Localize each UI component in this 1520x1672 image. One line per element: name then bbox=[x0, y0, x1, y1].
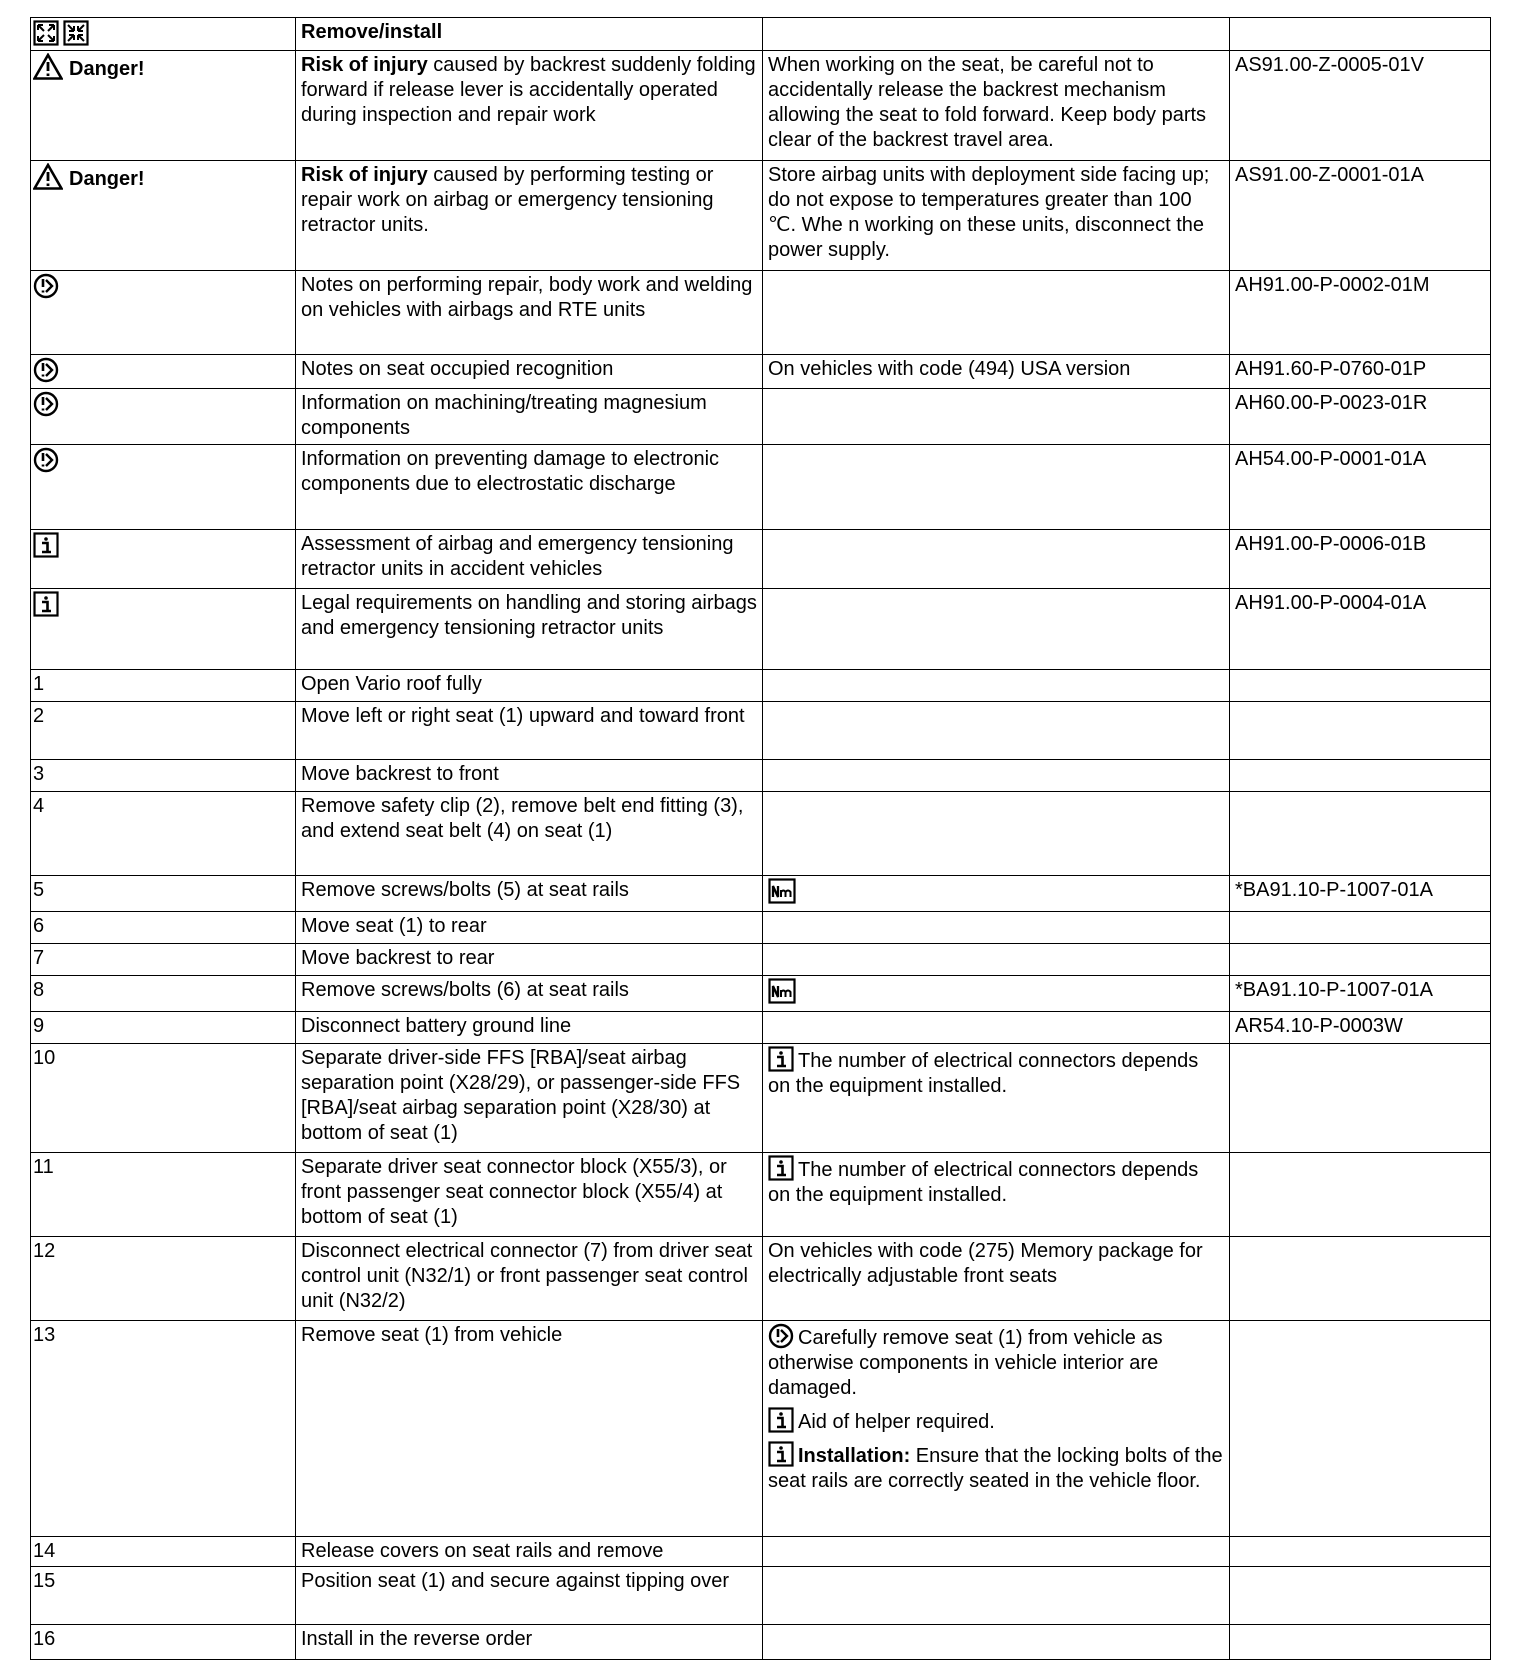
warning-measure-cell bbox=[763, 161, 1230, 271]
step-notes-cell bbox=[763, 1237, 1230, 1321]
step-number-cell bbox=[31, 1625, 296, 1660]
step-number: 9 bbox=[33, 1015, 45, 1037]
reference-cell bbox=[1230, 792, 1491, 876]
table-row bbox=[31, 876, 1491, 912]
note-icon-cell bbox=[31, 389, 296, 445]
step-note bbox=[768, 1046, 1224, 1099]
caution-icon bbox=[768, 1323, 794, 1349]
step-instruction: Remove seat (1) from vehicle bbox=[301, 1324, 563, 1346]
info-icon bbox=[768, 1046, 794, 1072]
step-number: 1 bbox=[33, 673, 45, 695]
step-note-text: The number of electrical connectors depends on the equipment installed. bbox=[768, 1159, 1199, 1206]
step-note-text: On vehicles with code (275) Memory package for electrically adjustable front seats bbox=[768, 1240, 1203, 1287]
step-number: 11 bbox=[33, 1156, 54, 1178]
reference-cell bbox=[1230, 876, 1491, 912]
step-number: 16 bbox=[33, 1628, 56, 1650]
step-number: 2 bbox=[33, 705, 45, 727]
warning-risk-cell bbox=[296, 161, 763, 271]
note-text-cell bbox=[296, 589, 763, 670]
reference-cell bbox=[1230, 161, 1491, 271]
step-instruction: Disconnect electrical connector (7) from driver seat control unit (N32/1) or front passenger seat control unit (N32/2) bbox=[301, 1240, 753, 1312]
table-row bbox=[31, 912, 1491, 944]
document-reference: AS91.00-Z-0001-01A bbox=[1235, 164, 1425, 186]
warning-label-cell bbox=[31, 161, 296, 271]
reference-cell bbox=[1230, 670, 1491, 702]
reference-cell bbox=[1230, 1567, 1491, 1625]
header-icons-cell bbox=[31, 18, 296, 51]
note-extra-cell bbox=[763, 530, 1230, 589]
step-instruction: Move backrest to front bbox=[301, 763, 499, 785]
table-row bbox=[31, 271, 1491, 355]
step-notes-cell bbox=[763, 912, 1230, 944]
note-text-cell bbox=[296, 271, 763, 355]
document-reference: AH91.00-P-0002-01M bbox=[1235, 274, 1430, 296]
document-reference: AH91.00-P-0004-01A bbox=[1235, 592, 1427, 614]
table-row bbox=[31, 944, 1491, 976]
reference-cell bbox=[1230, 51, 1491, 161]
step-number-cell bbox=[31, 1537, 296, 1567]
step-number: 6 bbox=[33, 915, 45, 937]
header-empty-cell bbox=[763, 18, 1230, 51]
note-text: Notes on performing repair, body work and welding on vehicles with airbags and RTE units bbox=[301, 274, 753, 321]
step-number-cell bbox=[31, 1237, 296, 1321]
caution-icon bbox=[33, 391, 59, 417]
step-number-cell bbox=[31, 876, 296, 912]
reference-cell bbox=[1230, 271, 1491, 355]
step-note bbox=[768, 1323, 1224, 1401]
reference-cell bbox=[1230, 1537, 1491, 1567]
table-row bbox=[31, 355, 1491, 389]
step-number: 5 bbox=[33, 879, 45, 901]
note-extra-cell bbox=[763, 271, 1230, 355]
step-note bbox=[768, 1155, 1224, 1208]
step-notes-cell bbox=[763, 760, 1230, 792]
step-instruction: Move backrest to rear bbox=[301, 947, 495, 969]
step-instruction: Position seat (1) and secure against tipping over bbox=[301, 1570, 730, 1592]
step-number: 12 bbox=[33, 1240, 56, 1262]
remove-install-icon-a bbox=[33, 20, 59, 46]
reference-cell bbox=[1230, 976, 1491, 1012]
table-row bbox=[31, 161, 1491, 271]
risk-of-injury-label: Risk of injury bbox=[301, 54, 428, 76]
step-note-text: Ensure that the locking bolts of the seat rails are correctly seated in the vehicle floor. bbox=[768, 1445, 1223, 1492]
step-instruction: Move seat (1) to rear bbox=[301, 915, 487, 937]
step-text-cell bbox=[296, 1321, 763, 1537]
header-title: Remove/install bbox=[301, 21, 443, 43]
step-number-cell bbox=[31, 792, 296, 876]
warning-measure-text: Store airbag units with deployment side facing up; do not expose to temperatures greater than 100 ℃. Whe n working on these units, disconnect the power supply. bbox=[768, 164, 1210, 261]
document-reference: AH54.00-P-0001-01A bbox=[1235, 448, 1427, 470]
document-reference: AH60.00-P-0023-01R bbox=[1235, 392, 1428, 414]
step-number: 7 bbox=[33, 947, 45, 969]
warning-triangle-icon bbox=[33, 53, 63, 80]
reference-cell bbox=[1230, 760, 1491, 792]
step-text-cell bbox=[296, 1153, 763, 1237]
table-row bbox=[31, 1625, 1491, 1660]
reference-cell bbox=[1230, 944, 1491, 976]
document-reference: AS91.00-Z-0005-01V bbox=[1235, 54, 1425, 76]
step-number-cell bbox=[31, 702, 296, 760]
document-reference: *BA91.10-P-1007-01A bbox=[1235, 879, 1433, 901]
step-text-cell bbox=[296, 670, 763, 702]
table-row bbox=[31, 702, 1491, 760]
step-number-cell bbox=[31, 1153, 296, 1237]
step-notes-cell bbox=[763, 1012, 1230, 1044]
step-number-cell bbox=[31, 1567, 296, 1625]
step-number-cell bbox=[31, 1012, 296, 1044]
step-instruction: Open Vario roof fully bbox=[301, 673, 482, 695]
risk-of-injury-label: Risk of injury bbox=[301, 164, 428, 186]
document-reference: AH91.60-P-0760-01P bbox=[1235, 358, 1427, 380]
step-instruction: Remove screws/bolts (5) at seat rails bbox=[301, 879, 629, 901]
procedure-table-body bbox=[31, 18, 1491, 1660]
note-icon-cell bbox=[31, 355, 296, 389]
step-note-text: Carefully remove seat (1) from vehicle as otherwise components in vehicle interior are damaged. bbox=[768, 1327, 1163, 1399]
step-note-text: The number of electrical connectors depends on the equipment installed. bbox=[768, 1050, 1199, 1097]
reference-cell bbox=[1230, 1153, 1491, 1237]
header-title-cell bbox=[296, 18, 763, 51]
step-notes-cell bbox=[763, 702, 1230, 760]
step-number: 14 bbox=[33, 1540, 56, 1562]
table-row bbox=[31, 1044, 1491, 1153]
note-text: Information on preventing damage to electronic components due to electrostatic discharge bbox=[301, 448, 720, 495]
table-row bbox=[31, 445, 1491, 530]
note-text: Assessment of airbag and emergency tensioning retractor units in accident vehicles bbox=[301, 533, 734, 580]
reference-cell bbox=[1230, 589, 1491, 670]
info-icon bbox=[768, 1441, 794, 1467]
note-text-cell bbox=[296, 389, 763, 445]
note-text-cell bbox=[296, 355, 763, 389]
warning-triangle-icon bbox=[33, 163, 63, 190]
step-instruction: Disconnect battery ground line bbox=[301, 1015, 572, 1037]
step-instruction: Remove screws/bolts (6) at seat rails bbox=[301, 979, 629, 1001]
warning-measure-text: When working on the seat, be careful not to accidentally release the backrest mechanism allowing the seat to fold forward. Keep body parts clear of the backrest travel area. bbox=[768, 54, 1207, 151]
danger-label: Danger! bbox=[69, 58, 145, 80]
table-row bbox=[31, 1567, 1491, 1625]
step-note-text: Aid of helper required. bbox=[798, 1411, 995, 1433]
table-row bbox=[31, 589, 1491, 670]
step-number: 3 bbox=[33, 763, 45, 785]
note-condition-text: On vehicles with code (494) USA version bbox=[768, 358, 1131, 380]
step-notes-cell bbox=[763, 1537, 1230, 1567]
step-text-cell bbox=[296, 1625, 763, 1660]
step-text-cell bbox=[296, 876, 763, 912]
table-row bbox=[31, 530, 1491, 589]
table-row bbox=[31, 51, 1491, 161]
warning-risk-cell bbox=[296, 51, 763, 161]
step-number: 15 bbox=[33, 1570, 56, 1592]
step-instruction: Separate driver seat connector block (X55/3), or front passenger seat connector block (X55/4) at bottom of seat (1) bbox=[301, 1156, 727, 1228]
step-text-cell bbox=[296, 1044, 763, 1153]
step-notes-cell bbox=[763, 876, 1230, 912]
caution-icon bbox=[33, 273, 59, 299]
step-note bbox=[768, 1407, 1224, 1435]
step-number: 10 bbox=[33, 1047, 56, 1069]
step-text-cell bbox=[296, 976, 763, 1012]
reference-cell bbox=[1230, 1044, 1491, 1153]
note-icon-cell bbox=[31, 589, 296, 670]
step-text-cell bbox=[296, 944, 763, 976]
reference-cell bbox=[1230, 702, 1491, 760]
remove-install-icon-b bbox=[63, 20, 89, 46]
table-row bbox=[31, 389, 1491, 445]
table-row bbox=[31, 1012, 1491, 1044]
table-row bbox=[31, 1237, 1491, 1321]
installation-label: Installation: bbox=[798, 1445, 911, 1467]
note-icon-cell bbox=[31, 445, 296, 530]
reference-cell bbox=[1230, 1237, 1491, 1321]
step-notes-cell bbox=[763, 1625, 1230, 1660]
step-notes-cell bbox=[763, 1321, 1230, 1537]
step-text-cell bbox=[296, 792, 763, 876]
table-row bbox=[31, 1537, 1491, 1567]
table-row bbox=[31, 792, 1491, 876]
step-note bbox=[768, 1441, 1224, 1494]
step-note bbox=[768, 878, 1224, 906]
procedure-table bbox=[30, 17, 1491, 1660]
note-extra-cell bbox=[763, 389, 1230, 445]
step-instruction: Remove safety clip (2), remove belt end fitting (3), and extend seat belt (4) on seat (1) bbox=[301, 795, 744, 842]
step-note bbox=[768, 978, 1224, 1006]
step-text-cell bbox=[296, 1537, 763, 1567]
caution-icon bbox=[33, 447, 59, 473]
note-text-cell bbox=[296, 530, 763, 589]
step-number: 4 bbox=[33, 795, 45, 817]
step-instruction: Separate driver-side FFS [RBA]/seat airbag separation point (X28/29), or passenger-side FFS [RBA]/seat airbag separation point (X28/30) at bottom of seat (1) bbox=[301, 1047, 741, 1144]
step-number-cell bbox=[31, 976, 296, 1012]
step-notes-cell bbox=[763, 976, 1230, 1012]
step-text-cell bbox=[296, 1567, 763, 1625]
caution-icon bbox=[33, 357, 59, 383]
header-empty-cell bbox=[1230, 18, 1491, 51]
step-number-cell bbox=[31, 760, 296, 792]
reference-cell bbox=[1230, 912, 1491, 944]
torque-icon bbox=[768, 978, 796, 1004]
reference-cell bbox=[1230, 1012, 1491, 1044]
table-row bbox=[31, 1321, 1491, 1537]
table-row bbox=[31, 760, 1491, 792]
info-icon bbox=[33, 532, 59, 558]
note-text: Information on machining/treating magnesium components bbox=[301, 392, 707, 439]
table-row bbox=[31, 18, 1491, 51]
note-icon-cell bbox=[31, 271, 296, 355]
reference-cell bbox=[1230, 530, 1491, 589]
step-instruction: Release covers on seat rails and remove bbox=[301, 1540, 664, 1562]
step-instruction: Install in the reverse order bbox=[301, 1628, 533, 1650]
step-number: 13 bbox=[33, 1324, 56, 1346]
step-text-cell bbox=[296, 760, 763, 792]
note-extra-cell bbox=[763, 445, 1230, 530]
step-instruction: Move left or right seat (1) upward and toward front bbox=[301, 705, 745, 727]
table-row bbox=[31, 1153, 1491, 1237]
step-notes-cell bbox=[763, 1567, 1230, 1625]
step-notes-cell bbox=[763, 944, 1230, 976]
note-extra-cell bbox=[763, 355, 1230, 389]
step-notes-cell bbox=[763, 670, 1230, 702]
reference-cell bbox=[1230, 445, 1491, 530]
danger-label: Danger! bbox=[69, 168, 145, 190]
step-notes-cell bbox=[763, 792, 1230, 876]
reference-cell bbox=[1230, 1321, 1491, 1537]
table-row bbox=[31, 976, 1491, 1012]
note-extra-cell bbox=[763, 589, 1230, 670]
note-text: Notes on seat occupied recognition bbox=[301, 358, 614, 380]
risk-description: caused by backrest suddenly folding forward if release lever is accidentally operated during inspection and repair work bbox=[301, 54, 756, 126]
step-text-cell bbox=[296, 1237, 763, 1321]
procedure-sheet bbox=[30, 17, 1490, 1660]
warning-measure-cell bbox=[763, 51, 1230, 161]
step-number-cell bbox=[31, 944, 296, 976]
torque-icon bbox=[768, 878, 796, 904]
note-text-cell bbox=[296, 445, 763, 530]
step-number-cell bbox=[31, 1321, 296, 1537]
document-reference: AH91.00-P-0006-01B bbox=[1235, 533, 1427, 555]
step-number: 8 bbox=[33, 979, 45, 1001]
step-text-cell bbox=[296, 702, 763, 760]
table-row bbox=[31, 670, 1491, 702]
info-icon bbox=[768, 1407, 794, 1433]
step-text-cell bbox=[296, 912, 763, 944]
step-number-cell bbox=[31, 912, 296, 944]
step-note bbox=[768, 1239, 1224, 1289]
document-reference: AR54.10-P-0003W bbox=[1235, 1015, 1403, 1037]
step-number-cell bbox=[31, 670, 296, 702]
note-text: Legal requirements on handling and storing airbags and emergency tensioning retractor units bbox=[301, 592, 757, 639]
reference-cell bbox=[1230, 355, 1491, 389]
note-icon-cell bbox=[31, 530, 296, 589]
warning-label-cell bbox=[31, 51, 296, 161]
info-icon bbox=[33, 591, 59, 617]
reference-cell bbox=[1230, 389, 1491, 445]
document-reference: *BA91.10-P-1007-01A bbox=[1235, 979, 1433, 1001]
step-notes-cell bbox=[763, 1044, 1230, 1153]
step-text-cell bbox=[296, 1012, 763, 1044]
step-number-cell bbox=[31, 1044, 296, 1153]
risk-description: caused by performing testing or repair work on airbag or emergency tensioning retractor units. bbox=[301, 164, 714, 236]
reference-cell bbox=[1230, 1625, 1491, 1660]
step-notes-cell bbox=[763, 1153, 1230, 1237]
info-icon bbox=[768, 1155, 794, 1181]
